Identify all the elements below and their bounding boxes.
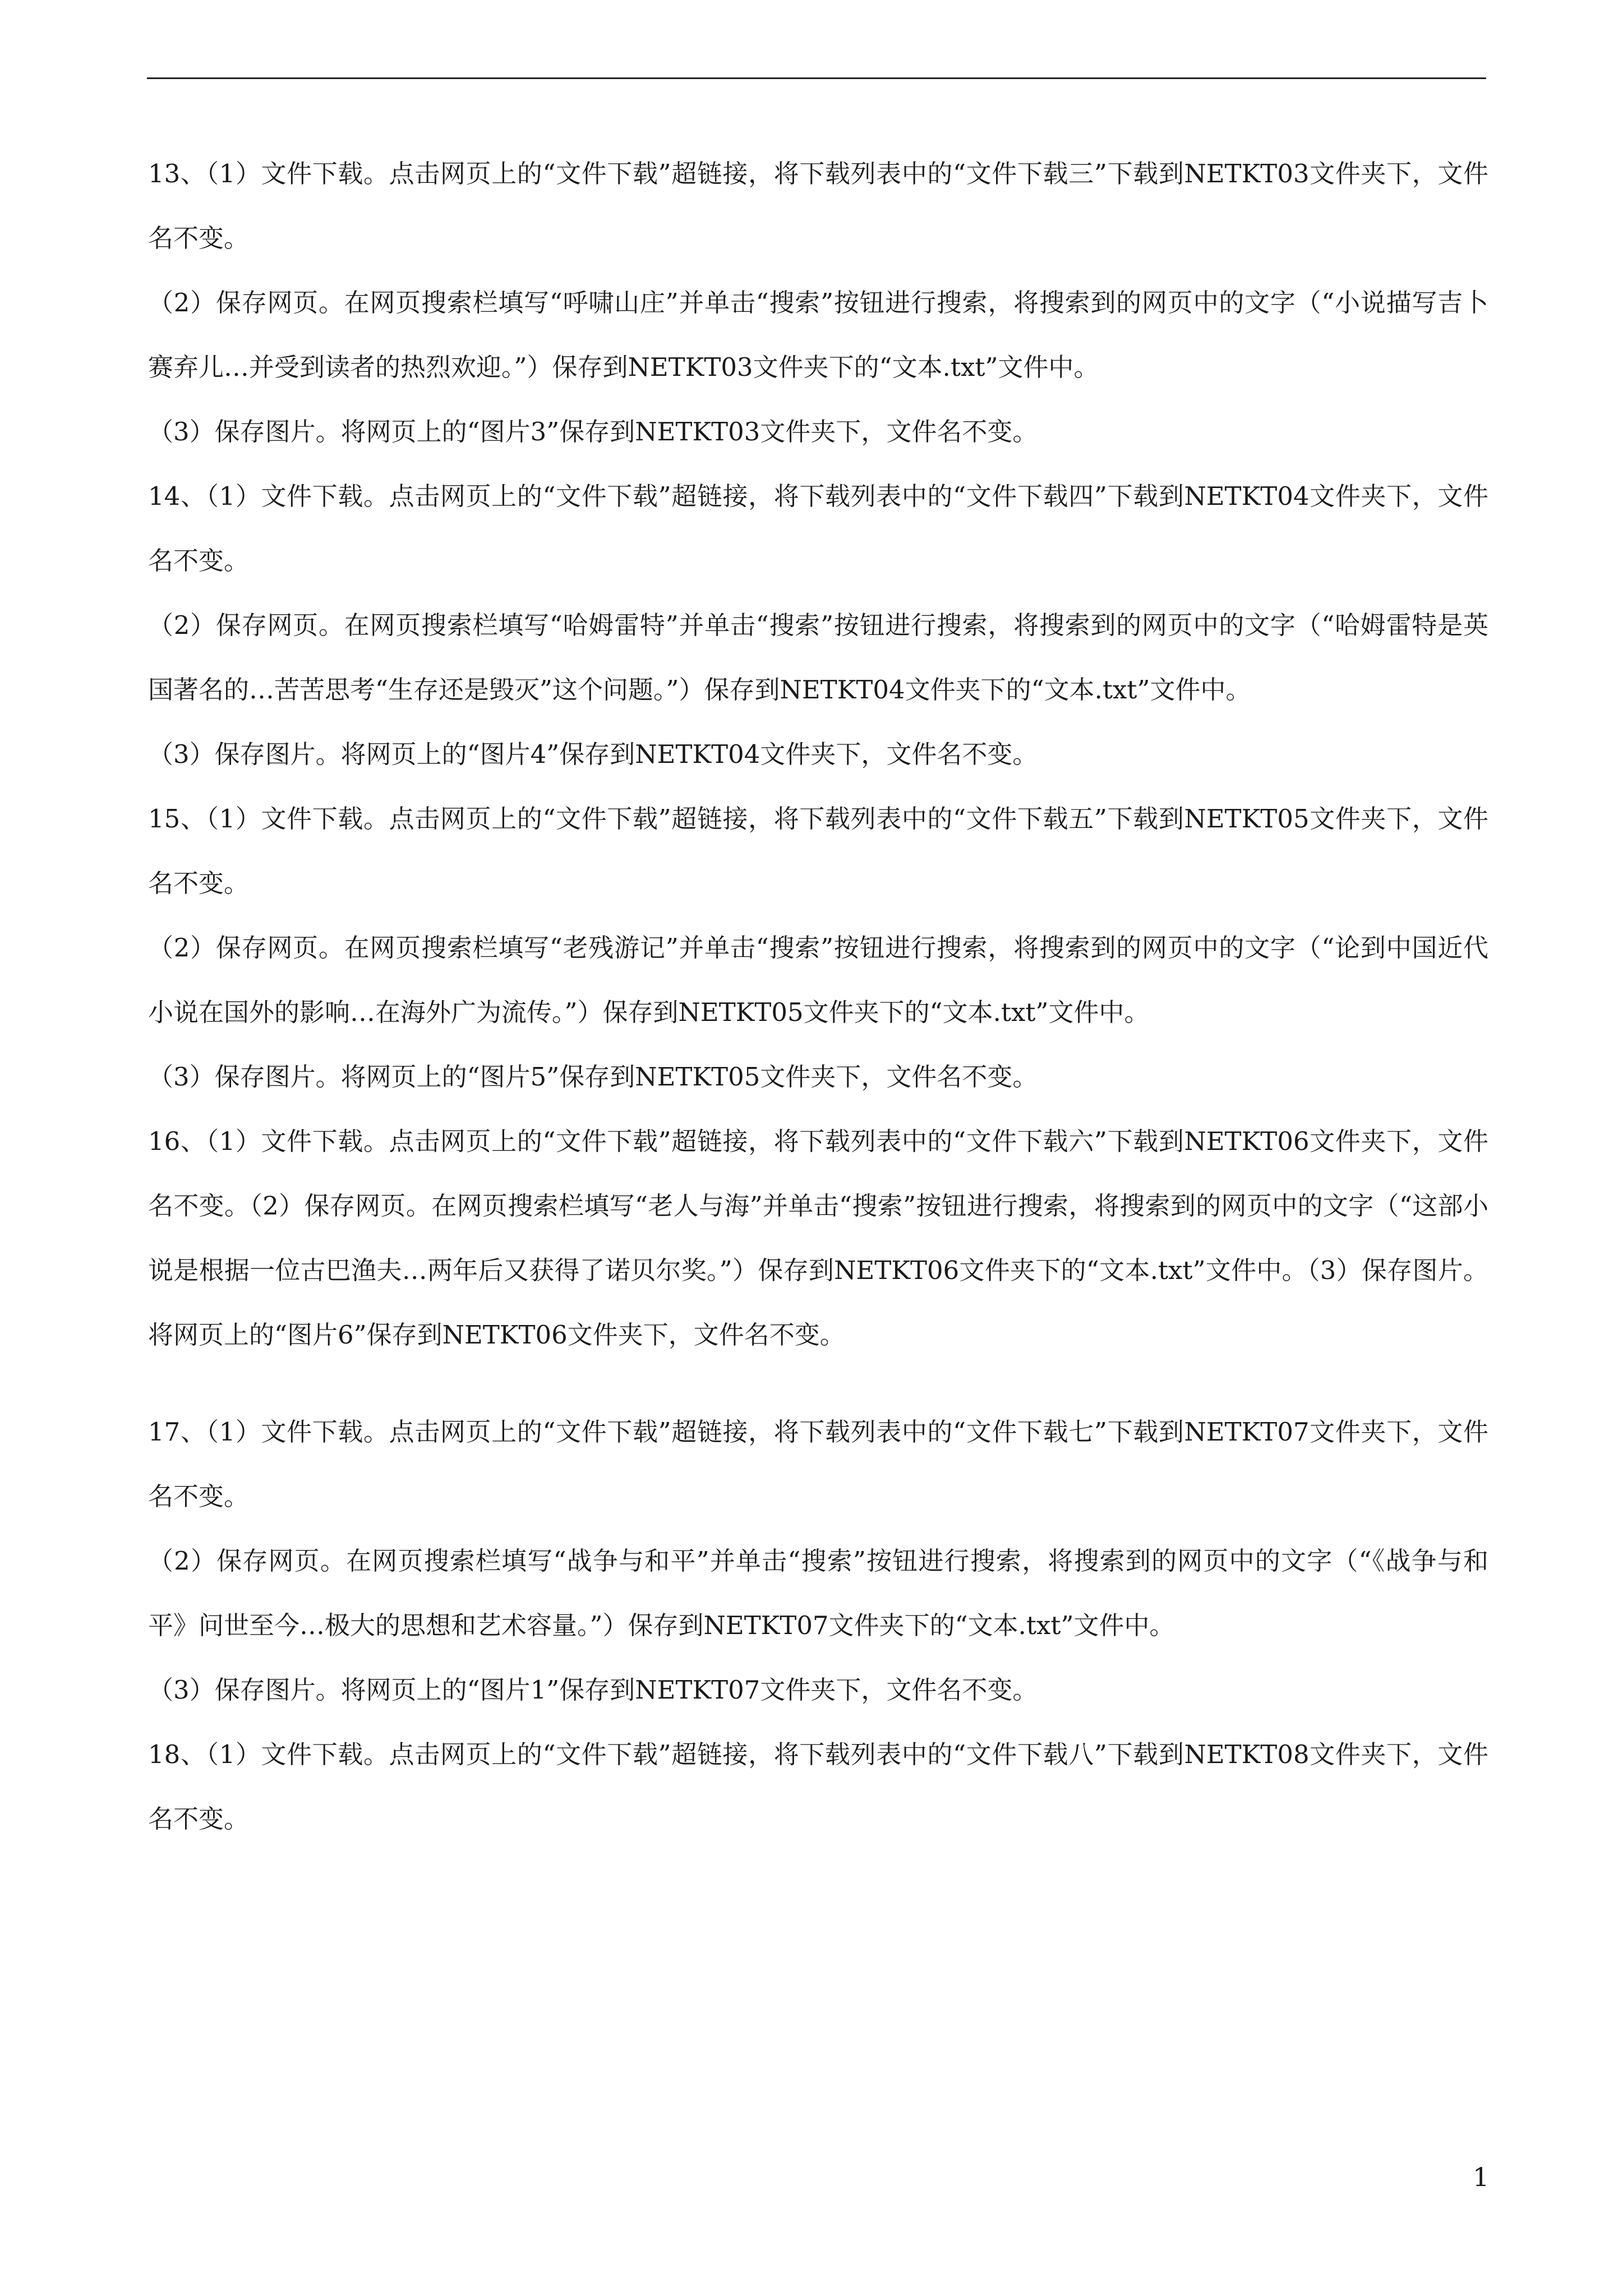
paragraph-16: 16、（1）文件下载。点击网页上的“文件下载”超链接，将下载列表中的“文件下载六”下载到NETKT06文件夹下，文件名不变。（2）保存网页。在网页搜索栏填写“老人与海”并单击“搜索”按钮进行搜索，将搜索到的网页中的文字（“这部小说是根据一位古巴渔夫…两年后又获得了诺贝尔奖。”）保存到NETKT06文件夹下的“文本.txt”文件中。（3）保存图片。将网页上的“图片6”保存到NETKT06文件夹下，文件名不变。 xyxy=(148,1126,1488,1350)
paragraph-13-3: （3）保存图片。将网页上的“图片3”保存到NETKT03文件夹下，文件名不变。 xyxy=(148,417,1038,447)
paragraph-15-1: 15、（1）文件下载。点击网页上的“文件下载”超链接，将下载列表中的“文件下载五”下载到NETKT05文件夹下，文件名不变。 xyxy=(148,804,1488,898)
paragraph-15-3: （3）保存图片。将网页上的“图片5”保存到NETKT05文件夹下，文件名不变。 xyxy=(148,1062,1038,1092)
paragraph-13-2: （2）保存网页。在网页搜索栏填写“呼啸山庄”并单击“搜索”按钮进行搜索，将搜索到的网页中的文字（“小说描写吉卜赛弃儿…并受到读者的热烈欢迎。”）保存到NETKT03文件夹下的“文本.txt”文件中。 xyxy=(148,288,1488,382)
paragraph-gap xyxy=(148,1367,1488,1400)
paragraph-18-1: 18、（1）文件下载。点击网页上的“文件下载”超链接，将下载列表中的“文件下载八”下载到NETKT08文件夹下，文件名不变。 xyxy=(148,1740,1488,1834)
paragraph-14-3: （3）保存图片。将网页上的“图片4”保存到NETKT04文件夹下，文件名不变。 xyxy=(148,739,1038,769)
paragraph-13-1: 13、（1）文件下载。点击网页上的“文件下载”超链接，将下载列表中的“文件下载三”下载到NETKT03文件夹下，文件名不变。 xyxy=(148,159,1488,253)
paragraph-17-2: （2）保存网页。在网页搜索栏填写“战争与和平”并单击“搜索”按钮进行搜索，将搜索到的网页中的文字（“《战争与和平》问世至今…极大的思想和艺术容量。”）保存到NETKT07文件夹下的“文本.txt”文件中。 xyxy=(148,1546,1488,1640)
paragraph-14-2: （2）保存网页。在网页搜索栏填写“哈姆雷特”并单击“搜索”按钮进行搜索，将搜索到的网页中的文字（“哈姆雷特是英国著名的…苦苦思考“生存还是毁灭”这个问题。”）保存到NETKT04文件夹下的“文本.txt”文件中。 xyxy=(148,610,1488,705)
page-number: 1 xyxy=(1473,2162,1490,2192)
document-body xyxy=(148,141,1488,1851)
paragraph-17-1: 17、（1）文件下载。点击网页上的“文件下载”超链接，将下载列表中的“文件下载七”下载到NETKT07文件夹下，文件名不变。 xyxy=(148,1417,1488,1511)
paragraph-14-1: 14、（1）文件下载。点击网页上的“文件下载”超链接，将下载列表中的“文件下载四”下载到NETKT04文件夹下，文件名不变。 xyxy=(148,481,1488,576)
paragraph-17-3: （3）保存图片。将网页上的“图片1”保存到NETKT07文件夹下，文件名不变。 xyxy=(148,1675,1038,1705)
header-rule xyxy=(147,77,1486,79)
paragraph-15-2: （2）保存网页。在网页搜索栏填写“老残游记”并单击“搜索”按钮进行搜索，将搜索到的网页中的文字（“论到中国近代小说在国外的影响…在海外广为流传。”）保存到NETKT05文件夹下的“文本.txt”文件中。 xyxy=(148,933,1488,1027)
